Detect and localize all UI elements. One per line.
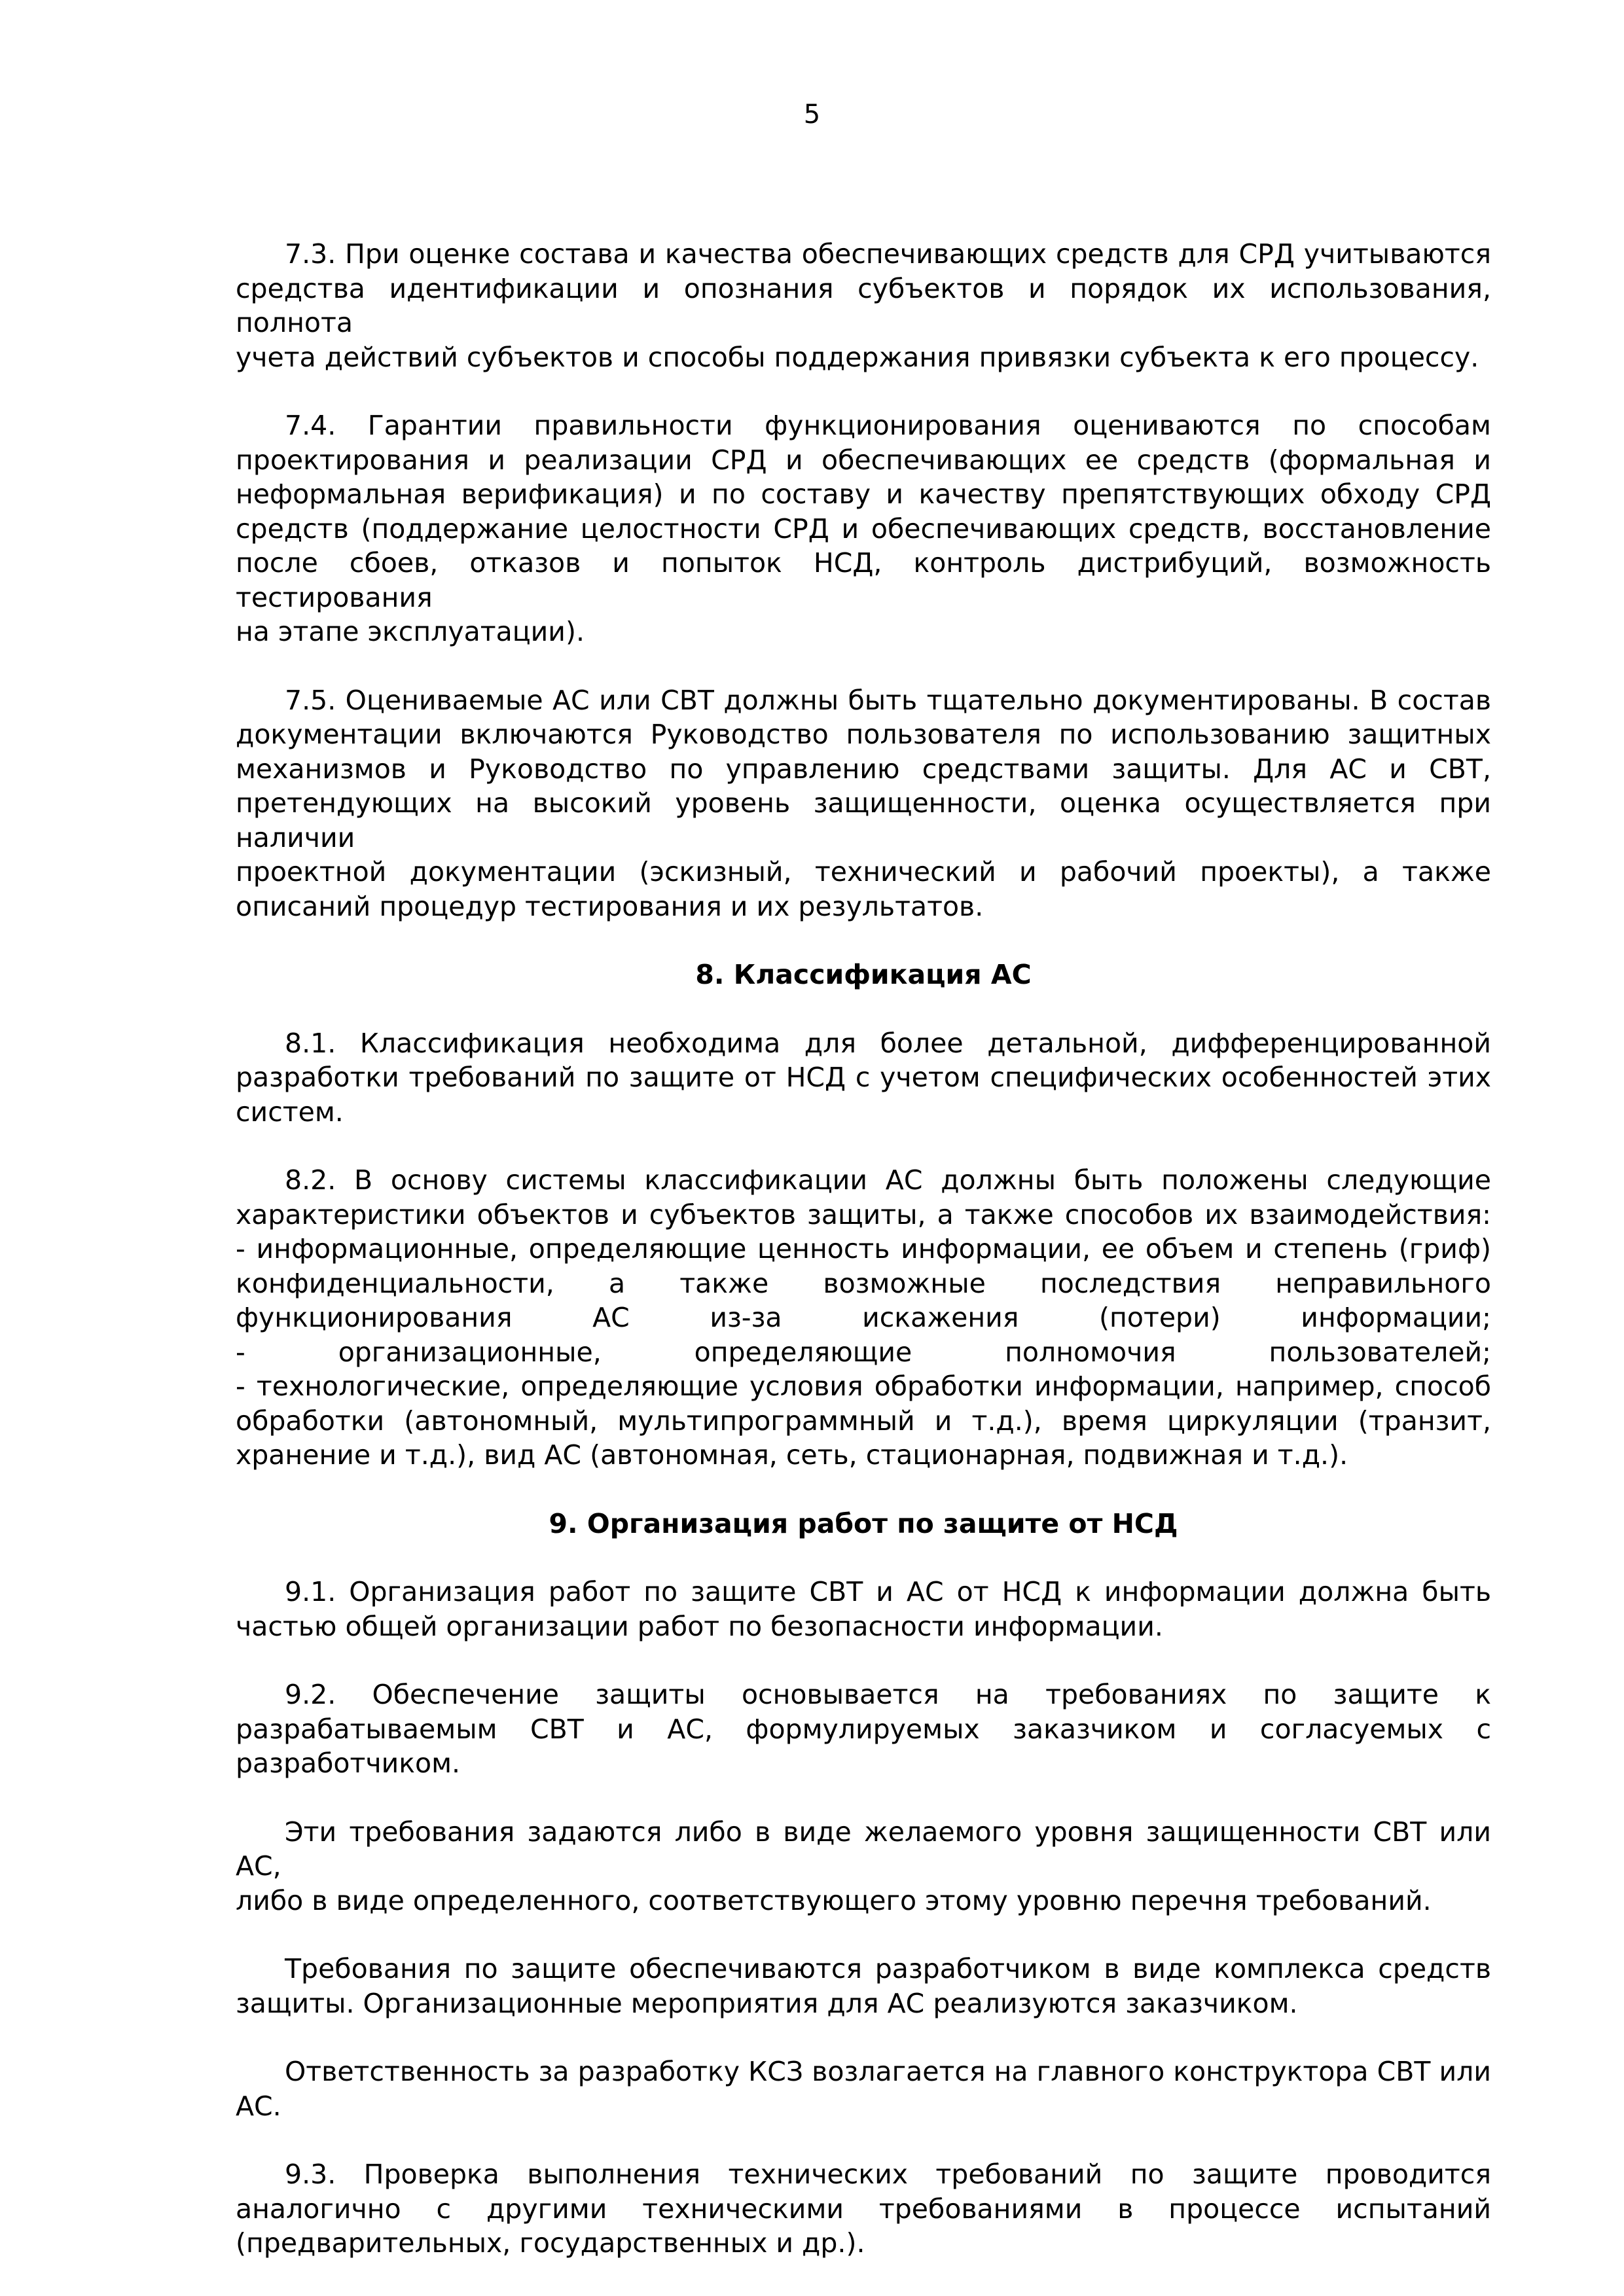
paragraph-7-5 — [236, 683, 1491, 924]
text-line: обработки (автономный, мультипрограммный и т.д.), время циркуляции (транзит, — [236, 1405, 1491, 1437]
text-line: 9.1. Организация работ по защите СВТ и АС от НСД к информации должна быть — [285, 1576, 1491, 1607]
paragraph-8-1 — [236, 1026, 1491, 1130]
section-heading-8: 8. Классификация АС — [695, 959, 1032, 990]
text-line: систем. — [236, 1096, 344, 1128]
text-line: частью общей организации работ по безопасности информации. — [236, 1610, 1163, 1642]
text-line: - организационные, определяющие полномочия пользователей; — [236, 1336, 1491, 1368]
text-line: 9.3. Проверка выполнения технических требований по защите проводится — [285, 2159, 1491, 2190]
text-line: хранение и т.д.), вид АС (автономная, сеть, стационарная, подвижная и т.д.). — [236, 1439, 1348, 1471]
text-line: 7.4. Гарантии правильности функционирования оцениваются по способам — [285, 410, 1491, 441]
text-line: 7.3. При оценке состава и качества обеспечивающих средств для СРД учитываются — [285, 238, 1491, 270]
text-line: разрабатываемым СВТ и АС, формулируемых заказчиком и согласуемых с — [236, 1713, 1491, 1745]
text-line: защиты. Организационные мероприятия для АС реализуются заказчиком. — [236, 1987, 1298, 2019]
text-line: Требования по защите обеспечиваются разработчиком в виде комплекса средств — [285, 1953, 1491, 1984]
paragraph-9-2-requirements — [236, 1815, 1491, 1918]
text-line: механизмов и Руководство по управлению средствами защиты. Для АС и СВТ, — [236, 753, 1491, 785]
paragraph-9-2 — [236, 1677, 1491, 1781]
text-line: учета действий субъектов и способы поддержания привязки субъекта к его процессу. — [236, 341, 1479, 373]
text-line: после сбоев, отказов и попыток НСД, контроль дистрибуций, возможность тестирования — [236, 547, 1491, 613]
text-line: Ответственность за разработку КСЗ возлагается на главного конструктора СВТ или — [285, 2056, 1491, 2087]
text-line: документации включаются Руководство пользователя по использованию защитных — [236, 719, 1491, 750]
text-line: - технологические, определяющие условия обработки информации, например, способ — [236, 1371, 1491, 1402]
text-line: либо в виде определенного, соответствующего этому уровню перечня требований. — [236, 1884, 1432, 1916]
text-line: разработчиком. — [236, 1748, 461, 1779]
text-line: разработки требований по защите от НСД с учетом специфических особенностей этих — [236, 1062, 1491, 1093]
text-line: средства идентификации и опознания субъектов и порядок их использования, полнота — [236, 272, 1491, 338]
text-line: проектной документации (эскизный, технический и рабочий проекты), а также — [236, 856, 1491, 888]
text-line: АС. — [236, 2090, 281, 2122]
page-number: 5 — [803, 99, 821, 130]
text-line: Эти требования задаются либо в виде желаемого уровня защищенности СВТ или АС, — [236, 1816, 1491, 1882]
paragraph-9-1 — [236, 1575, 1491, 1643]
text-line: 8.1. Классификация необходима для более детальной, дифференцированной — [285, 1027, 1491, 1059]
section-heading-9: 9. Организация работ по защите от НСД — [549, 1507, 1178, 1539]
paragraph-7-4 — [236, 408, 1491, 649]
text-line: средств (поддержание целостности СРД и обеспечивающих средств, восстановление — [236, 512, 1491, 545]
text-line: неформальная верификация) и по составу и качеству препятствующих обходу СРД — [236, 478, 1491, 510]
text-line: описаний процедур тестирования и их результатов. — [236, 890, 984, 922]
text-line: аналогично с другими техническими требованиями в процессе испытаний — [236, 2193, 1491, 2225]
text-line: 9.2. Обеспечение защиты основывается на требованиях по защите к — [285, 1679, 1491, 1710]
paragraph-9-2-responsibility — [236, 2054, 1491, 2123]
text-line: 8.2. В основу системы классификации АС должны быть положены следующие — [285, 1164, 1491, 1196]
text-line: проектирования и реализации СРД и обеспечивающих ее средств (формальная и — [236, 444, 1491, 476]
text-line: функционирования АС из-за искажения (потери) информации; — [236, 1302, 1491, 1333]
document-body — [236, 237, 1491, 2295]
text-line: характеристики объектов и субъектов защиты, а также способов их взаимодействия: — [236, 1198, 1491, 1230]
paragraph-7-3 — [236, 237, 1491, 374]
paragraph-9-3 — [236, 2157, 1491, 2261]
paragraph-9-2-implementation — [236, 1952, 1491, 2020]
text-line: претендующих на высокий уровень защищенности, оценка осуществляется при наличии — [236, 787, 1491, 853]
paragraph-8-2 — [236, 1163, 1491, 1473]
text-line: (предварительных, государственных и др.). — [236, 2227, 865, 2259]
text-line: - информационные, определяющие ценность информации, ее объем и степень (гриф) — [236, 1233, 1491, 1265]
text-line: 7.5. Оцениваемые АС или СВТ должны быть тщательно документированы. В состав — [285, 684, 1491, 716]
text-line: на этапе эксплуатации). — [236, 616, 585, 647]
text-line: конфиденциальности, а также возможные последствия неправильного — [236, 1267, 1491, 1299]
